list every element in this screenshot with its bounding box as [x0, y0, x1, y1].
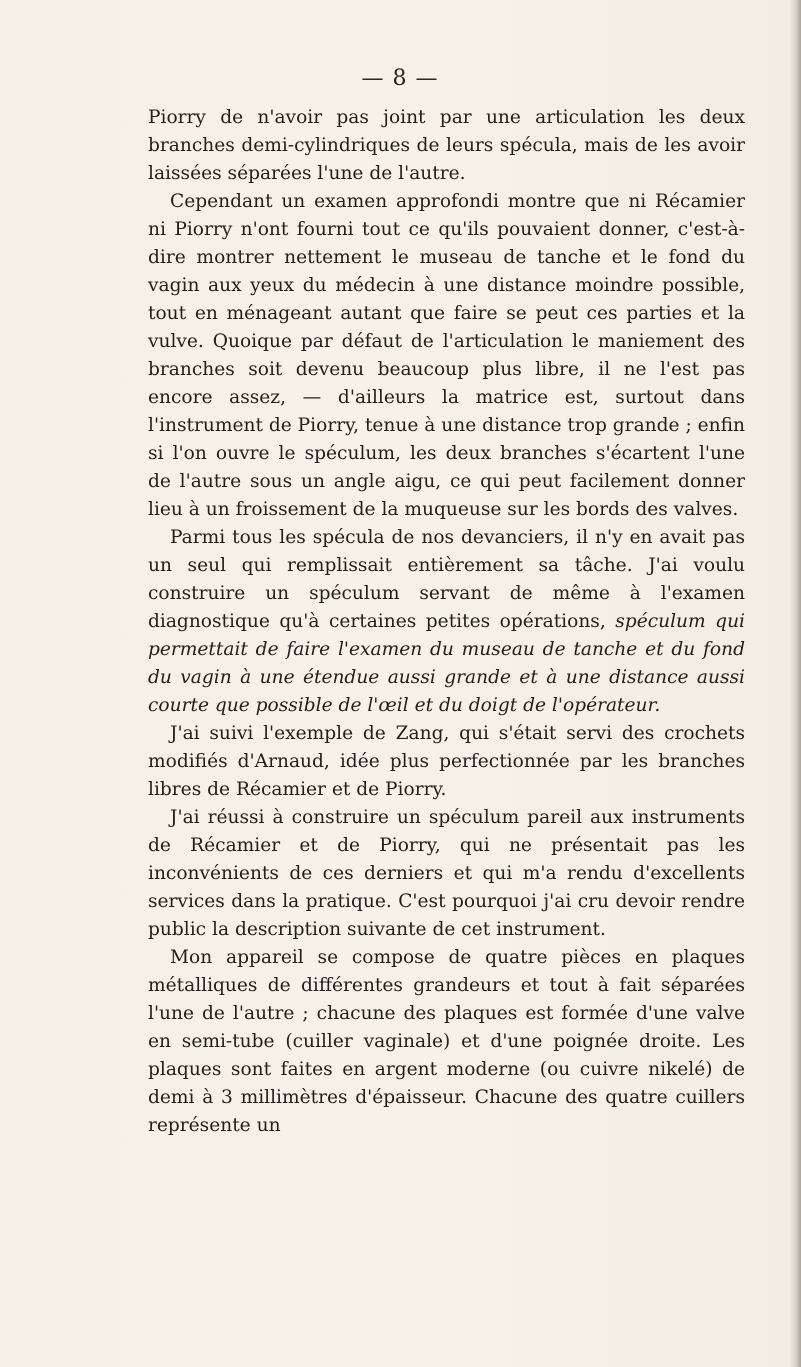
paragraph-4: J'ai suivi l'exemple de Zang, qui s'était servi des crochets modifiés d'Arnaud, idée plus perfectionnée par les branches libres de Récamier et de Piorry.: [148, 723, 745, 800]
page-number: — 8 —: [361, 66, 439, 91]
paragraph-5: J'ai réussi à construire un spéculum pareil aux instruments de Récamier et de Piorry, qui ne présentait pas les inconvénients de ces derniers et qui m'a rendu d'excellents services dans la pratique. C'est pourquoi j'ai cru devoir rendre public la description suivante de cet instrument.: [148, 807, 745, 940]
paragraph-6: Mon appareil se compose de quatre pièces en plaques métalliques de différentes grandeurs et tout à fait séparées l'une de l'autre ; chacune des plaques est formée d'une valve en semi-tube (cuiller vaginale) et d'une poignée droite. Les plaques sont faites en argent moderne (ou cuivre nikelé) de demi à 3 millimètres d'épaisseur. Chacune des quatre cuillers représente un: [148, 947, 745, 1136]
paragraph-3-text: Parmi tous les spécula de nos devanciers, il n'y en avait pas un seul qui remplissait entièrement sa tâche. J'ai voulu construire un spéculum servant de même à l'examen diagnostique qu'à certaines petites opérations,: [148, 527, 745, 632]
paragraph-3-italic: spéculum qui permettait de faire l'examen du museau de tanche et du fond du vagin à une étendue aussi grande et à une distance aussi courte que possible de l'œil et du doigt de l'opérateur.: [148, 611, 745, 716]
paragraph-1: Piorry de n'avoir pas joint par une articulation les deux branches demi-cylindriques de leurs spécula, mais de les avoir laissées séparées l'une de l'autre.: [148, 107, 745, 184]
paragraph-3: [148, 524, 745, 720]
body-text: [148, 104, 745, 1140]
paragraph-2: Cependant un examen approfondi montre que ni Récamier ni Piorry n'ont fourni tout ce qu'ils pouvaient donner, c'est-à-dire montrer nettement le museau de tanche et le fond du vagin aux yeux du médecin à une distance moindre possible, tout en ménageant autant que faire se peut ces parties et la vulve. Quoique par défaut de l'articulation le maniement des branches soit devenu beaucoup plus libre, il ne l'est pas encore assez, — d'ailleurs la matrice est, surtout dans l'instrument de Piorry, tenue à une distance trop grande ; enfin si l'on ouvre le spéculum, les deux branches s'écartent l'une de l'autre sous un angle aigu, ce qui peut facilement donner lieu à un froissement de la muqueuse sur les bords des valves.: [148, 191, 745, 520]
page-edge-shadow: [789, 0, 801, 1367]
